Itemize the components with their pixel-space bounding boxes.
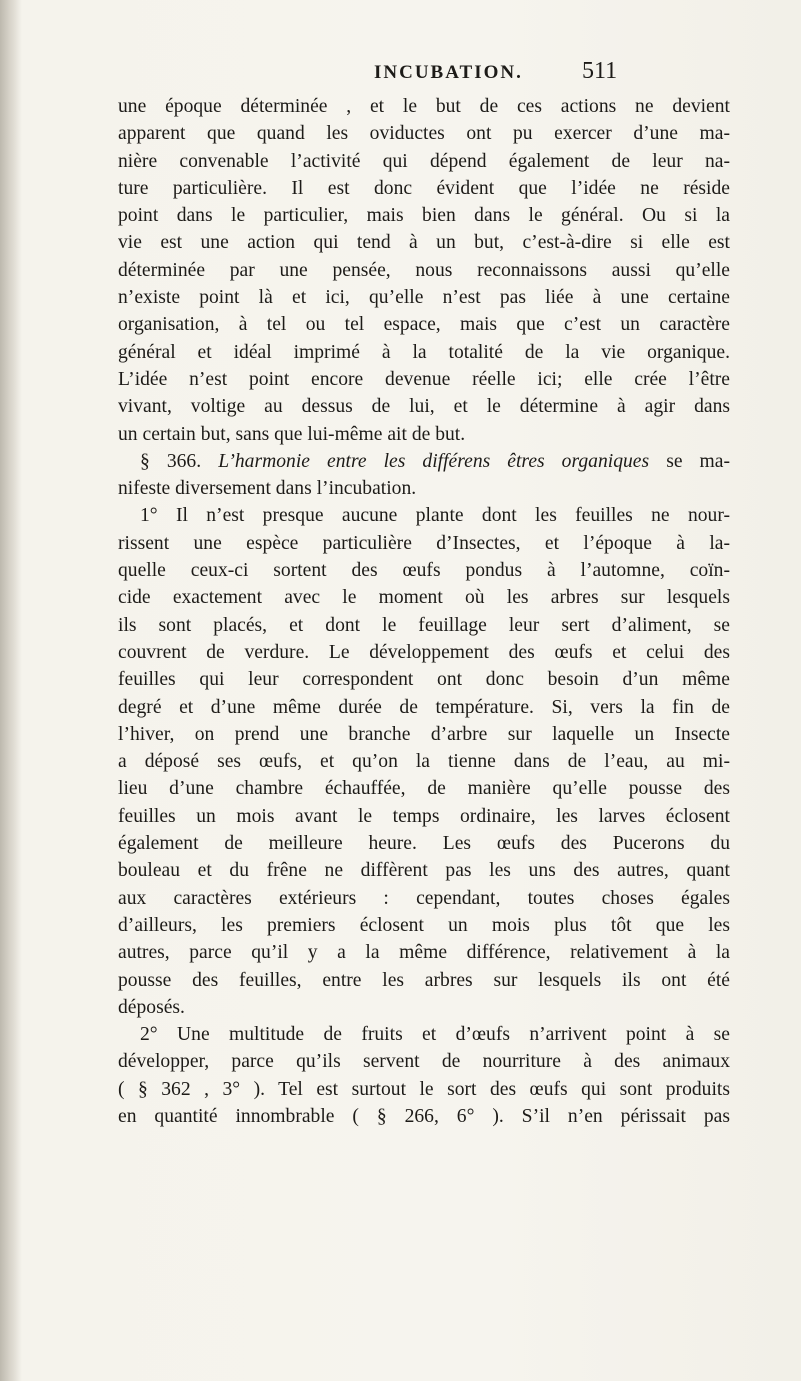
text-line: aux caractères extérieurs : cependant, toutes choses égales xyxy=(118,887,730,909)
section-title-italic: L’harmonie entre les différens êtres organiques xyxy=(218,450,650,472)
text-line: bouleau et du frêne ne diffèrent pas les uns des autres, quant xyxy=(118,860,730,882)
text-line: développer, parce qu’ils servent de nourriture à des animaux xyxy=(118,1051,730,1073)
page-number: 511 xyxy=(582,58,618,84)
text-line: déterminée par une pensée, nous reconnaissons aussi qu’elle xyxy=(118,259,730,281)
section-heading-continued: nifeste diversement dans l’incubation. xyxy=(118,478,417,500)
running-head xyxy=(0,58,801,90)
text-line: pousse des feuilles, entre les arbres sur lesquels ils ont été xyxy=(118,969,730,991)
text-line: L’idée n’est point encore devenue réelle ici; elle crée l’être xyxy=(118,368,730,390)
text-line: 1° Il n’est presque aucune plante dont les feuilles ne nour- xyxy=(140,505,730,527)
text-line: rissent une espèce particulière d’Insectes, et l’époque à la- xyxy=(118,532,730,554)
text-line: vie est une action qui tend à un but, c’est-à-dire si elle est xyxy=(118,232,730,254)
text-line: d’ailleurs, les premiers éclosent un mois plus tôt que les xyxy=(118,914,730,936)
section-number: § 366. xyxy=(140,450,202,472)
text-line: autres, parce qu’il y a la même différence, relativement à la xyxy=(118,942,730,964)
text-line: ils sont placés, et dont le feuillage leur sert d’aliment, se xyxy=(118,614,730,636)
text-line: n’existe point là et ici, qu’elle n’est pas liée à une certaine xyxy=(118,287,730,309)
text-line: 2° Une multitude de fruits et d’œufs n’arrivent point à se xyxy=(140,1024,730,1046)
text-line: feuilles qui leur correspondent ont donc besoin d’un même xyxy=(118,669,730,691)
section-heading xyxy=(118,448,730,475)
text-line: déposés. xyxy=(118,996,185,1018)
text-line: général et idéal imprimé à la totalité de la vie organique. xyxy=(118,341,730,363)
text-line: degré et d’une même durée de température. Si, vers la fin de xyxy=(118,696,730,718)
running-title: INCUBATION. xyxy=(374,62,523,83)
text-line: également de meilleure heure. Les œufs des Pucerons du xyxy=(118,833,730,855)
text-line: un certain but, sans que lui-même ait de but. xyxy=(118,423,466,445)
text-line: l’hiver, on prend une branche d’arbre sur laquelle un Insecte xyxy=(118,723,730,745)
text-line: ( § 362 , 3° ). Tel est surtout le sort des œufs qui sont produits xyxy=(118,1078,730,1100)
text-line: vivant, voltige au dessus de lui, et le détermine à agir dans xyxy=(118,396,730,418)
text-line: a déposé ses œufs, et qu’on la tienne dans de l’eau, au mi- xyxy=(118,751,730,773)
text-line: nière convenable l’activité qui dépend également de leur na- xyxy=(118,150,730,172)
text-line: point dans le particulier, mais bien dans le général. Ou si la xyxy=(118,205,730,227)
text-line: feuilles un mois avant le temps ordinaire, les larves éclosent xyxy=(118,805,730,827)
text-line: couvrent de verdure. Le développement des œufs et celui des xyxy=(118,641,730,663)
section-title-rest: se ma- xyxy=(666,450,731,472)
text-line: lieu d’une chambre échauffée, de manière qu’elle pousse des xyxy=(118,778,730,800)
page-body xyxy=(118,93,730,1130)
text-line: quelle ceux-ci sortent des œufs pondus à l’automne, coïn- xyxy=(118,560,730,582)
text-line: une époque déterminée , et le but de ces actions ne devient xyxy=(118,96,730,117)
text-line: cide exactement avec le moment où les arbres sur lesquels xyxy=(118,587,730,609)
text-line: ture particulière. Il est donc évident que l’idée ne réside xyxy=(118,177,730,199)
text-line: apparent que quand les oviductes ont pu exercer d’une ma- xyxy=(118,123,730,145)
text-line: organisation, à tel ou tel espace, mais que c’est un caractère xyxy=(118,314,730,336)
text-line: en quantité innombrable ( § 266, 6° ). S’il n’en périssait pas xyxy=(118,1105,730,1127)
page-binding-shadow xyxy=(0,0,22,1381)
